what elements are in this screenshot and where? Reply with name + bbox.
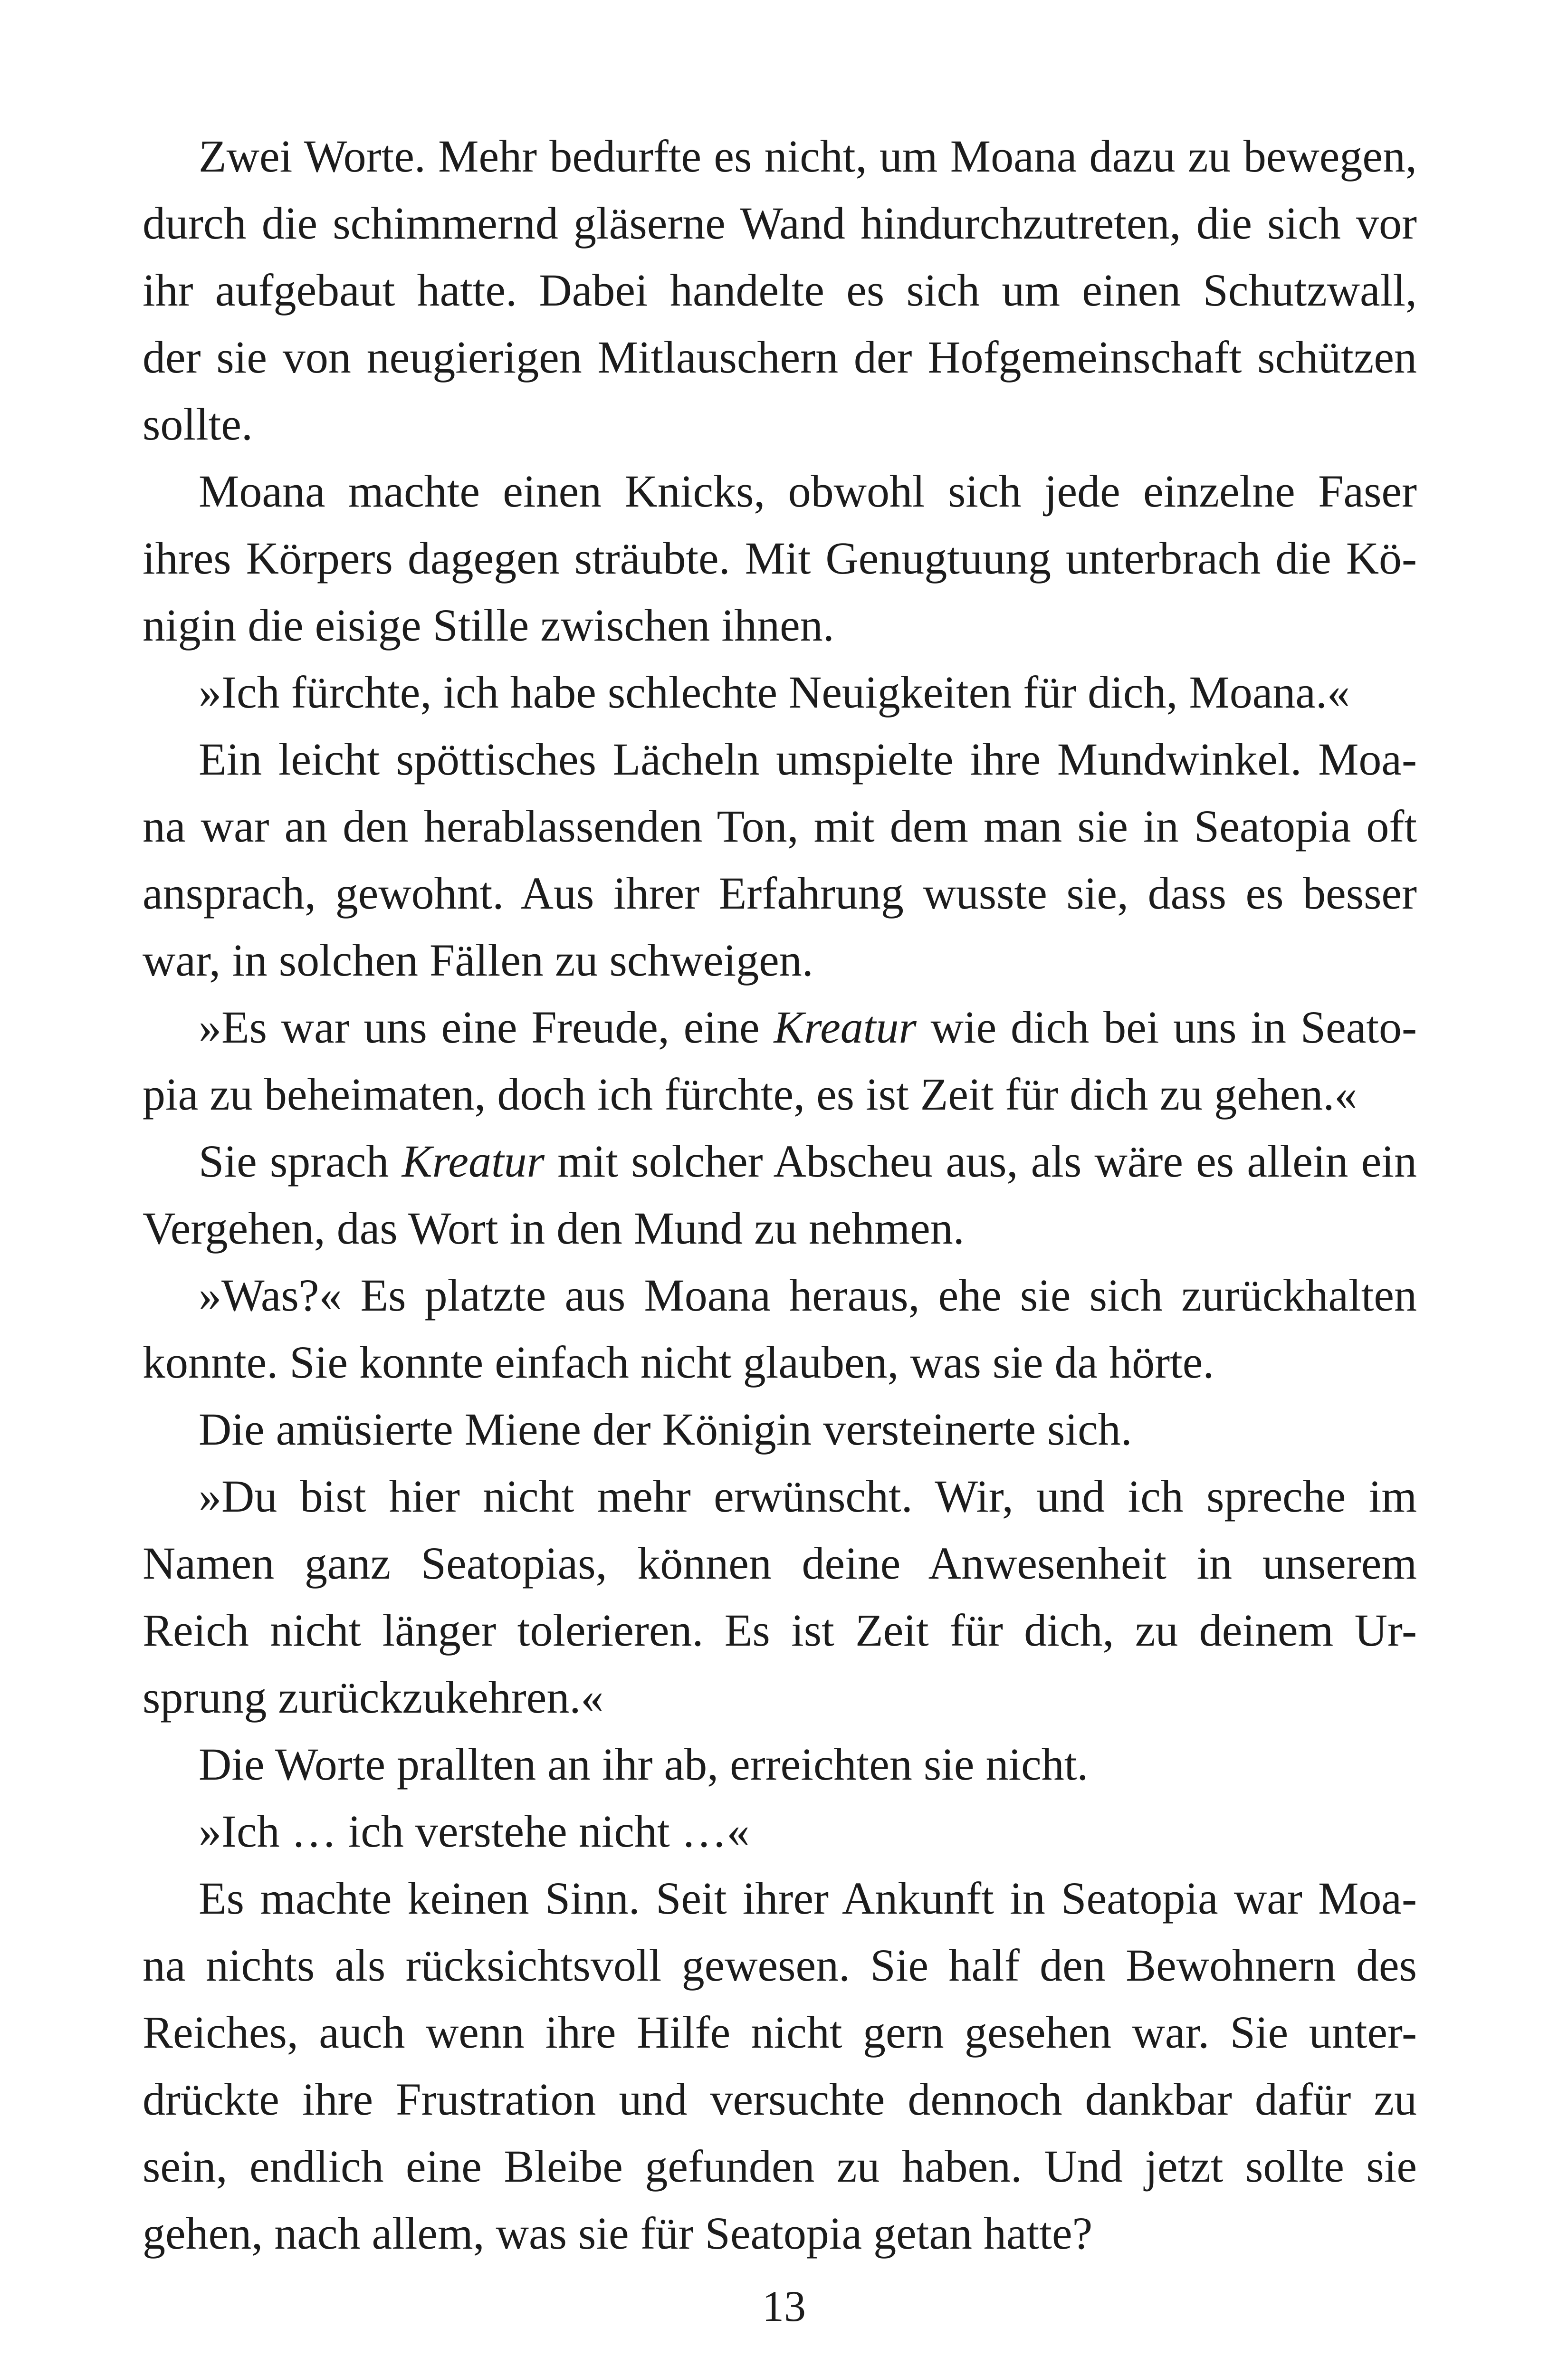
paragraph bbox=[143, 994, 1417, 1128]
text-run: wie dich bei uns in Seato- bbox=[916, 1002, 1417, 1053]
paragraph bbox=[143, 1865, 1417, 2267]
text-run: sein, endlich eine Bleibe gefunden zu haben. Und jetzt sollte sie bbox=[143, 2141, 1417, 2192]
text-run: ansprach, gewohnt. Aus ihrer Erfahrung wusste sie, dass es besser bbox=[143, 868, 1417, 919]
paragraph bbox=[143, 726, 1417, 994]
text-line bbox=[143, 1396, 1417, 1463]
text-line bbox=[143, 1329, 1417, 1396]
text-run: Ein leicht spöttisches Lächeln umspielte ihre Mundwinkel. Moa- bbox=[199, 734, 1417, 785]
text-line bbox=[143, 994, 1417, 1061]
text-run: »Was?« Es platzte aus Moana heraus, ehe sie sich zurückhalten bbox=[199, 1270, 1417, 1321]
text-run: durch die schimmernd gläserne Wand hindurchzutreten, die sich vor bbox=[143, 198, 1417, 249]
paragraph bbox=[143, 458, 1417, 659]
text-line bbox=[143, 1530, 1417, 1597]
text-line bbox=[143, 1932, 1417, 1999]
text-line bbox=[143, 1999, 1417, 2066]
text-line bbox=[143, 659, 1417, 726]
text-line bbox=[143, 1061, 1417, 1128]
text-run: konnte. Sie konnte einfach nicht glauben, was sie da hörte. bbox=[143, 1337, 1214, 1388]
text-line bbox=[143, 860, 1417, 927]
text-line bbox=[143, 1195, 1417, 1262]
text-line bbox=[143, 324, 1417, 391]
text-line bbox=[143, 458, 1417, 525]
text-run: Reiches, auch wenn ihre Hilfe nicht gern gesehen war. Sie unter- bbox=[143, 2007, 1417, 2058]
text-run: pia zu beheimaten, doch ich fürchte, es ist Zeit für dich zu gehen.« bbox=[143, 1069, 1358, 1120]
text-run: ihres Körpers dagegen sträubte. Mit Genugtuung unterbrach die Kö- bbox=[143, 533, 1417, 584]
body-text bbox=[143, 123, 1417, 2267]
text-run: war, in solchen Fällen zu schweigen. bbox=[143, 935, 813, 986]
text-line bbox=[143, 1798, 1417, 1865]
text-run: »Ich fürchte, ich habe schlechte Neuigkeiten für dich, Moana.« bbox=[199, 667, 1350, 718]
text-run: Es machte keinen Sinn. Seit ihrer Ankunft in Seatopia war Moa- bbox=[199, 1873, 1417, 1924]
text-run: na war an den herablassenden Ton, mit dem man sie in Seatopia oft bbox=[143, 801, 1417, 852]
text-run: Moana machte einen Knicks, obwohl sich jede einzelne Faser bbox=[199, 466, 1417, 517]
text-line bbox=[143, 2200, 1417, 2267]
italic-word: Kreatur bbox=[774, 1002, 917, 1053]
text-run: ihr aufgebaut hatte. Dabei handelte es sich um einen Schutzwall, bbox=[143, 265, 1417, 316]
text-run: der sie von neugierigen Mitlauschern der Hofgemeinschaft schützen bbox=[143, 332, 1417, 383]
text-line bbox=[143, 592, 1417, 659]
text-line bbox=[143, 525, 1417, 592]
text-line bbox=[143, 927, 1417, 994]
paragraph bbox=[143, 1262, 1417, 1396]
text-line bbox=[143, 391, 1417, 458]
text-run: Sie sprach bbox=[199, 1136, 402, 1187]
text-run: Reich nicht länger tolerieren. Es ist Zeit für dich, zu deinem Ur- bbox=[143, 1605, 1417, 1656]
text-line bbox=[143, 2133, 1417, 2200]
text-line bbox=[143, 1664, 1417, 1731]
text-line bbox=[143, 123, 1417, 190]
paragraph bbox=[143, 1798, 1417, 1865]
text-line bbox=[143, 2066, 1417, 2133]
text-run: Vergehen, das Wort in den Mund zu nehmen. bbox=[143, 1203, 965, 1254]
paragraph bbox=[143, 1396, 1417, 1463]
paragraph bbox=[143, 123, 1417, 458]
text-run: »Ich … ich verstehe nicht …« bbox=[199, 1806, 750, 1857]
italic-word: Kreatur bbox=[402, 1136, 545, 1187]
paragraph bbox=[143, 1731, 1417, 1798]
text-line bbox=[143, 1128, 1417, 1195]
text-run: Die Worte prallten an ihr ab, erreichten sie nicht. bbox=[199, 1739, 1089, 1790]
page-number: 13 bbox=[762, 2282, 806, 2330]
paragraph bbox=[143, 659, 1417, 726]
text-line bbox=[143, 190, 1417, 257]
text-run: Namen ganz Seatopias, können deine Anwesenheit in unserem bbox=[143, 1538, 1417, 1589]
text-run: Zwei Worte. Mehr bedurfte es nicht, um Moana dazu zu bewegen, bbox=[199, 131, 1417, 182]
text-line bbox=[143, 257, 1417, 324]
text-run: sprung zurückzukehren.« bbox=[143, 1672, 604, 1723]
text-run: Die amüsierte Miene der Königin versteinerte sich. bbox=[199, 1404, 1132, 1455]
text-line bbox=[143, 1731, 1417, 1798]
text-line bbox=[143, 1262, 1417, 1329]
text-line bbox=[143, 726, 1417, 793]
text-run: mit solcher Abscheu aus, als wäre es allein ein bbox=[545, 1136, 1417, 1187]
text-line bbox=[143, 1463, 1417, 1530]
text-run: »Du bist hier nicht mehr erwünscht. Wir, und ich spreche im bbox=[199, 1471, 1417, 1522]
text-run: »Es war uns eine Freude, eine bbox=[199, 1002, 774, 1053]
text-line bbox=[143, 793, 1417, 860]
text-run: sollte. bbox=[143, 399, 253, 450]
paragraph bbox=[143, 1463, 1417, 1731]
text-run: drückte ihre Frustration und versuchte dennoch dankbar dafür zu bbox=[143, 2074, 1417, 2125]
paragraph bbox=[143, 1128, 1417, 1262]
text-run: nigin die eisige Stille zwischen ihnen. bbox=[143, 600, 834, 651]
text-run: na nichts als rücksichtsvoll gewesen. Sie half den Bewohnern des bbox=[143, 1940, 1417, 1991]
text-line bbox=[143, 1597, 1417, 1664]
text-line bbox=[143, 1865, 1417, 1932]
text-run: gehen, nach allem, was sie für Seatopia getan hatte? bbox=[143, 2208, 1093, 2259]
